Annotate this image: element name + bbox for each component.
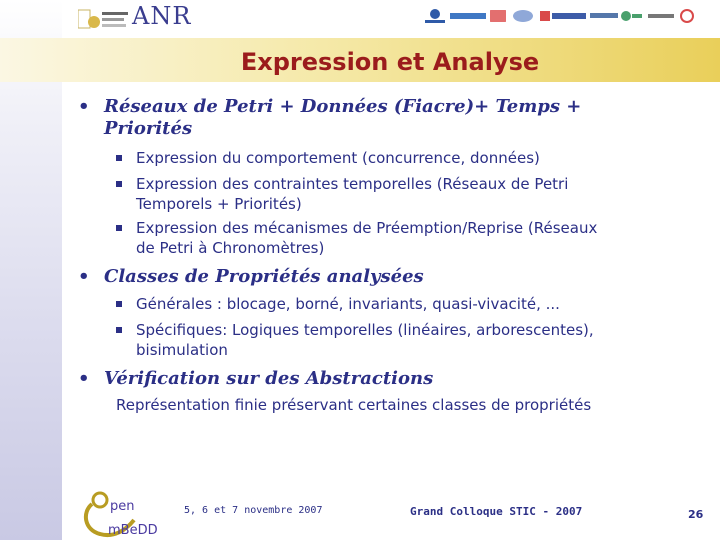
bullet-3: • Vérification sur des Abstractions — [78, 368, 434, 389]
bullet-3-note: Représentation finie préservant certaines classes de propriétés — [116, 396, 592, 414]
bullet-dot: • — [78, 266, 90, 287]
ministry-logo — [78, 8, 130, 30]
page-number: 26 — [688, 508, 704, 521]
square-bullet — [116, 155, 122, 161]
sub-bullet-2-2: Spécifiques: Logiques temporelles (linéaires, arborescentes), bisimulation — [116, 320, 594, 360]
cea-logo — [490, 8, 506, 24]
bullet-1-line-1: Réseaux de Petri + Données (Fiacre)+ Temps + — [104, 96, 582, 117]
thales-logo — [540, 8, 586, 24]
bullet-2: • Classes de Propriétés analysées — [78, 266, 424, 287]
bullet-1 — [78, 96, 581, 140]
sub-bullet-2-1: Générales : blocage, borné, invariants, quasi-vivacité, ... — [116, 294, 560, 314]
header-logo-row — [0, 0, 720, 36]
logo-7 — [620, 8, 642, 24]
openembedd-logo — [78, 490, 168, 540]
square-bullet — [116, 181, 122, 187]
sub-bullet-1-2: Expression des contraintes temporelles (Réseaux de Petri Temporels + Priorités) — [116, 174, 568, 214]
bullet-dot: • — [78, 368, 90, 389]
sub-bullet-1-3: Expression des mécanismes de Préemption/Reprise (Réseaux de Petri à Chronomètres) — [116, 218, 597, 258]
esterel-logo — [450, 8, 486, 24]
footer-event: Grand Colloque STIC - 2007 — [410, 505, 583, 518]
bullet-dot: • — [78, 96, 90, 117]
anr-logo: ANR — [132, 2, 192, 30]
openembedd-logo-text-2: mBeDD — [108, 523, 158, 538]
bullet-1-line-2: Priorités — [104, 118, 193, 139]
logo-9 — [678, 8, 696, 24]
sub-bullet-1-1: Expression du comportement (concurrence, données) — [116, 148, 540, 168]
openembedd-logo-text-1: pen — [110, 499, 135, 514]
slide-title: Expression et Analyse — [240, 48, 540, 76]
france-telecom-logo — [590, 8, 618, 24]
footer-date: 5, 6 et 7 novembre 2007 — [184, 505, 323, 516]
cs-logo — [512, 8, 534, 24]
logo-8 — [648, 8, 674, 24]
square-bullet — [116, 327, 122, 333]
airbus-logo — [424, 8, 446, 24]
square-bullet — [116, 301, 122, 307]
square-bullet — [116, 225, 122, 231]
